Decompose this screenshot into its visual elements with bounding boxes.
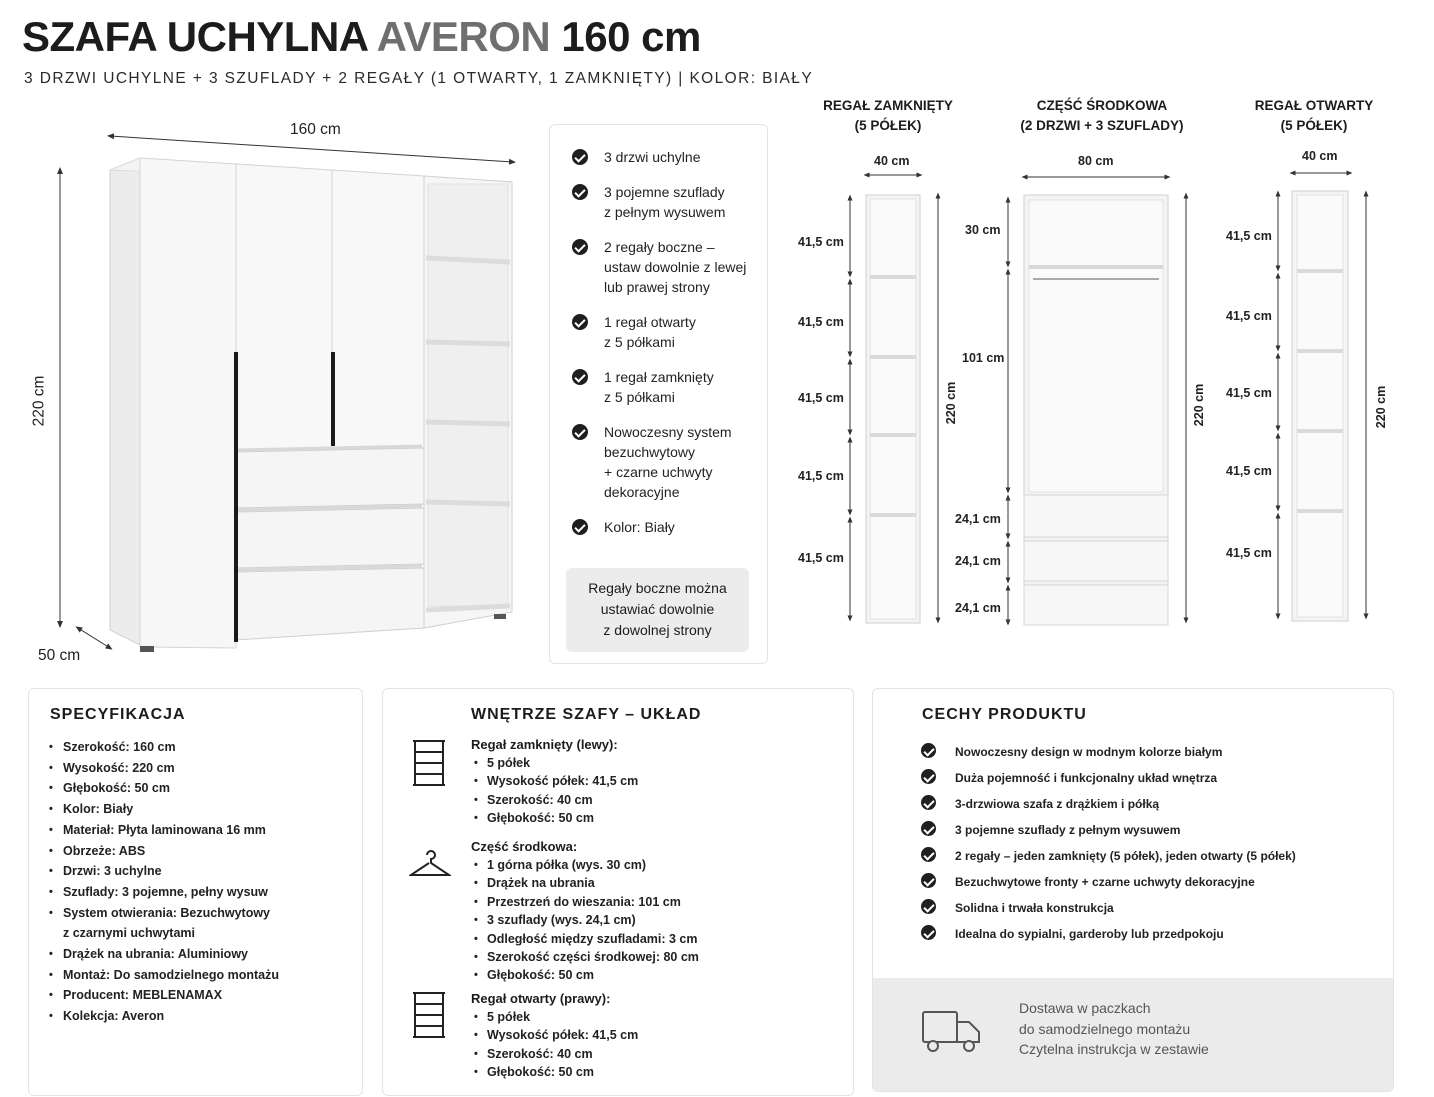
check-icon xyxy=(921,795,936,810)
interior-section-left xyxy=(471,736,638,828)
check-icon xyxy=(921,743,936,758)
section-item: • Szerokość części środkowej: 80 cm xyxy=(471,948,699,966)
product-features-card xyxy=(872,688,1394,1092)
side-shelves-note: Regały boczne można ustawiać dowolnie z dowolnej strony xyxy=(566,568,749,652)
interior-section-middle xyxy=(471,838,699,985)
spec-item: • System otwierania: Bezuchwytowy z czarnymi uchwytami xyxy=(49,903,359,944)
product-feature-item: Nowoczesny design w modnym kolorze białym xyxy=(923,744,1222,760)
section-item: • 5 półek xyxy=(471,754,638,772)
section-item: • Szerokość: 40 cm xyxy=(471,791,638,809)
check-icon xyxy=(572,239,588,255)
hanger-icon xyxy=(409,847,451,879)
spec-item: • Producent: MEBLENAMAX xyxy=(49,985,359,1006)
section-item: • Głębokość: 50 cm xyxy=(471,1063,638,1081)
spec-list xyxy=(49,737,359,1027)
product-feature-item: Bezuchwytowe fronty + czarne uchwyty dekoracyjne xyxy=(923,874,1255,890)
features-box xyxy=(549,124,768,664)
section-list xyxy=(471,754,638,828)
delivery-info xyxy=(873,978,1393,1091)
open-shelf-height: 41,5 cm xyxy=(1226,546,1272,560)
shelf-icon xyxy=(411,739,447,787)
product-feature-item: 3 pojemne szuflady z pełnym wysuwem xyxy=(923,822,1180,838)
middle-part-title: CZĘŚĆ ŚRODKOWA (2 DRZWI + 3 SZUFLADY) xyxy=(1020,98,1184,133)
middle-width-label: 80 cm xyxy=(1078,154,1114,168)
product-features-title: CECHY PRODUKTU xyxy=(922,706,1087,723)
section-item: • 5 półek xyxy=(471,1008,638,1026)
delivery-line: Dostawa w paczkach xyxy=(1019,1000,1151,1016)
section-item: • Głębokość: 50 cm xyxy=(471,809,638,827)
check-icon xyxy=(572,184,588,200)
section-item: • 1 górna półka (wys. 30 cm) xyxy=(471,856,699,874)
spec-item: • Kolor: Biały xyxy=(49,799,359,820)
height-label: 220 cm xyxy=(30,375,48,427)
check-icon xyxy=(572,424,588,440)
open-shelf-height: 41,5 cm xyxy=(1226,229,1272,243)
feature-item: Kolor: Biały xyxy=(572,517,675,537)
depth-label: 50 cm xyxy=(38,647,81,664)
spec-item: • Szuflady: 3 pojemne, pełny wysuw xyxy=(49,882,359,903)
interior-schematics xyxy=(790,165,1400,635)
middle-total-height: 220 cm xyxy=(1192,383,1207,427)
spec-item: • Obrzeże: ABS xyxy=(49,841,359,862)
interior-section-right xyxy=(471,990,638,1082)
section-item: • 3 szuflady (wys. 24,1 cm) xyxy=(471,911,699,929)
middle-drawer-height: 24,1 cm xyxy=(955,601,1001,615)
feature-item: 1 regał zamknięty z 5 półkami xyxy=(572,367,714,407)
product-feature-item: 2 regały – jeden zamknięty (5 półek), jeden otwarty (5 półek) xyxy=(923,848,1296,864)
spec-item: • Szerokość: 160 cm xyxy=(49,737,359,758)
check-icon xyxy=(921,847,936,862)
interior-card xyxy=(382,688,854,1096)
middle-top-height: 30 cm xyxy=(965,223,1001,237)
section-item: • Wysokość półek: 41,5 cm xyxy=(471,772,638,790)
section-item: • Przestrzeń do wieszania: 101 cm xyxy=(471,893,699,911)
closed-shelf-height: 41,5 cm xyxy=(798,391,844,405)
section-item: • Odległość między szufladami: 3 cm xyxy=(471,930,699,948)
handle-left xyxy=(234,352,238,642)
spec-item: • Drzwi: 3 uchylne xyxy=(49,861,359,882)
section-list xyxy=(471,856,699,985)
check-icon xyxy=(572,369,588,385)
width-label: 160 cm xyxy=(290,121,341,138)
product-feature-item: 3-drzwiowa szafa z drążkiem i półką xyxy=(923,796,1159,812)
interior-title: WNĘTRZE SZAFY – UKŁAD xyxy=(471,706,702,723)
feature-item: 3 drzwi uchylne xyxy=(572,147,701,167)
check-icon xyxy=(921,925,936,940)
spec-title: SPECYFIKACJA xyxy=(50,706,186,723)
open-shelf-height: 41,5 cm xyxy=(1226,309,1272,323)
open-shelf-height: 41,5 cm xyxy=(1226,464,1272,478)
shelf-icon xyxy=(411,991,447,1039)
feature-item: Nowoczesny system bezuchwytowy + czarne uchwyty dekoracyjne xyxy=(572,422,732,502)
middle-drawer-height: 24,1 cm xyxy=(955,512,1001,526)
product-feature-item: Idealna do sypialni, garderoby lub przedpokoju xyxy=(923,926,1224,942)
truck-icon xyxy=(921,1008,983,1056)
spec-item: • Materiał: Płyta laminowana 16 mm xyxy=(49,820,359,841)
section-item: • Szerokość: 40 cm xyxy=(471,1045,638,1063)
feature-item: 3 pojemne szuflady z pełnym wysuwem xyxy=(572,182,725,222)
section-item: • Wysokość półek: 41,5 cm xyxy=(471,1026,638,1044)
section-item: • Głębokość: 50 cm xyxy=(471,966,699,984)
open-shelf-title: REGAŁ OTWARTY (5 PÓŁEK) xyxy=(1254,98,1374,133)
section-heading: Regał zamknięty (lewy): xyxy=(471,737,618,752)
spec-item: • Kolekcja: Averon xyxy=(49,1006,359,1027)
product-feature-item: Duża pojemność i funkcjonalny układ wnętrza xyxy=(923,770,1217,786)
handle-right xyxy=(331,352,335,446)
check-icon xyxy=(921,899,936,914)
feature-item: 2 regały boczne – ustaw dowolnie z lewej lub prawej strony xyxy=(572,237,746,297)
spec-item: • Montaż: Do samodzielnego montażu xyxy=(49,965,359,986)
closed-shelf-title: REGAŁ ZAMKNIĘTY (5 PÓŁEK) xyxy=(823,98,953,133)
title-size: 160 cm xyxy=(561,13,701,60)
product-feature-item: Solidna i trwała konstrukcja xyxy=(923,900,1114,916)
section-heading: Część środkowa: xyxy=(471,839,578,854)
check-icon xyxy=(572,149,588,165)
middle-hanging-height: 101 cm xyxy=(962,351,1005,365)
page-subtitle: 3 DRZWI UCHYLNE + 3 SZUFLADY + 2 REGAŁY (1 OTWARTY, 1 ZAMKNIĘTY) | KOLOR: BIAŁY xyxy=(24,70,814,87)
delivery-line: do samodzielnego montażu xyxy=(1019,1020,1191,1037)
section-item: • Drążek na ubrania xyxy=(471,874,699,892)
feature-item: 1 regał otwarty z 5 półkami xyxy=(572,312,696,352)
check-icon xyxy=(921,769,936,784)
open-shelf-height: 41,5 cm xyxy=(1226,386,1272,400)
middle-drawer-height: 24,1 cm xyxy=(955,554,1001,568)
delivery-text xyxy=(1019,998,1209,1060)
closed-shelf-height: 41,5 cm xyxy=(798,551,844,565)
closed-shelf-height: 41,5 cm xyxy=(798,235,844,249)
check-icon xyxy=(572,519,588,535)
title-collection: AVERON xyxy=(376,13,551,60)
section-list xyxy=(471,1008,638,1082)
check-icon xyxy=(921,873,936,888)
closed-shelf-height: 41,5 cm xyxy=(798,469,844,483)
check-icon xyxy=(921,821,936,836)
closed-total-height: 220 cm xyxy=(944,381,959,425)
open-total-height: 220 cm xyxy=(1374,385,1389,429)
spec-card xyxy=(28,688,363,1096)
closed-width-label: 40 cm xyxy=(874,154,910,168)
closed-shelf-height: 41,5 cm xyxy=(798,315,844,329)
section-heading: Regał otwarty (prawy): xyxy=(471,991,611,1006)
check-icon xyxy=(572,314,588,330)
open-width-label: 40 cm xyxy=(1302,149,1338,163)
spec-item: • Głębokość: 50 cm xyxy=(49,778,359,799)
wardrobe-perspective-drawing xyxy=(0,110,545,680)
spec-item: • Wysokość: 220 cm xyxy=(49,758,359,779)
title-main: SZAFA UCHYLNA xyxy=(22,13,368,60)
spec-item: • Drążek na ubrania: Aluminiowy xyxy=(49,944,359,965)
page-title xyxy=(22,12,701,62)
delivery-line: Czytelna instrukcja w zestawie xyxy=(1019,1041,1209,1057)
